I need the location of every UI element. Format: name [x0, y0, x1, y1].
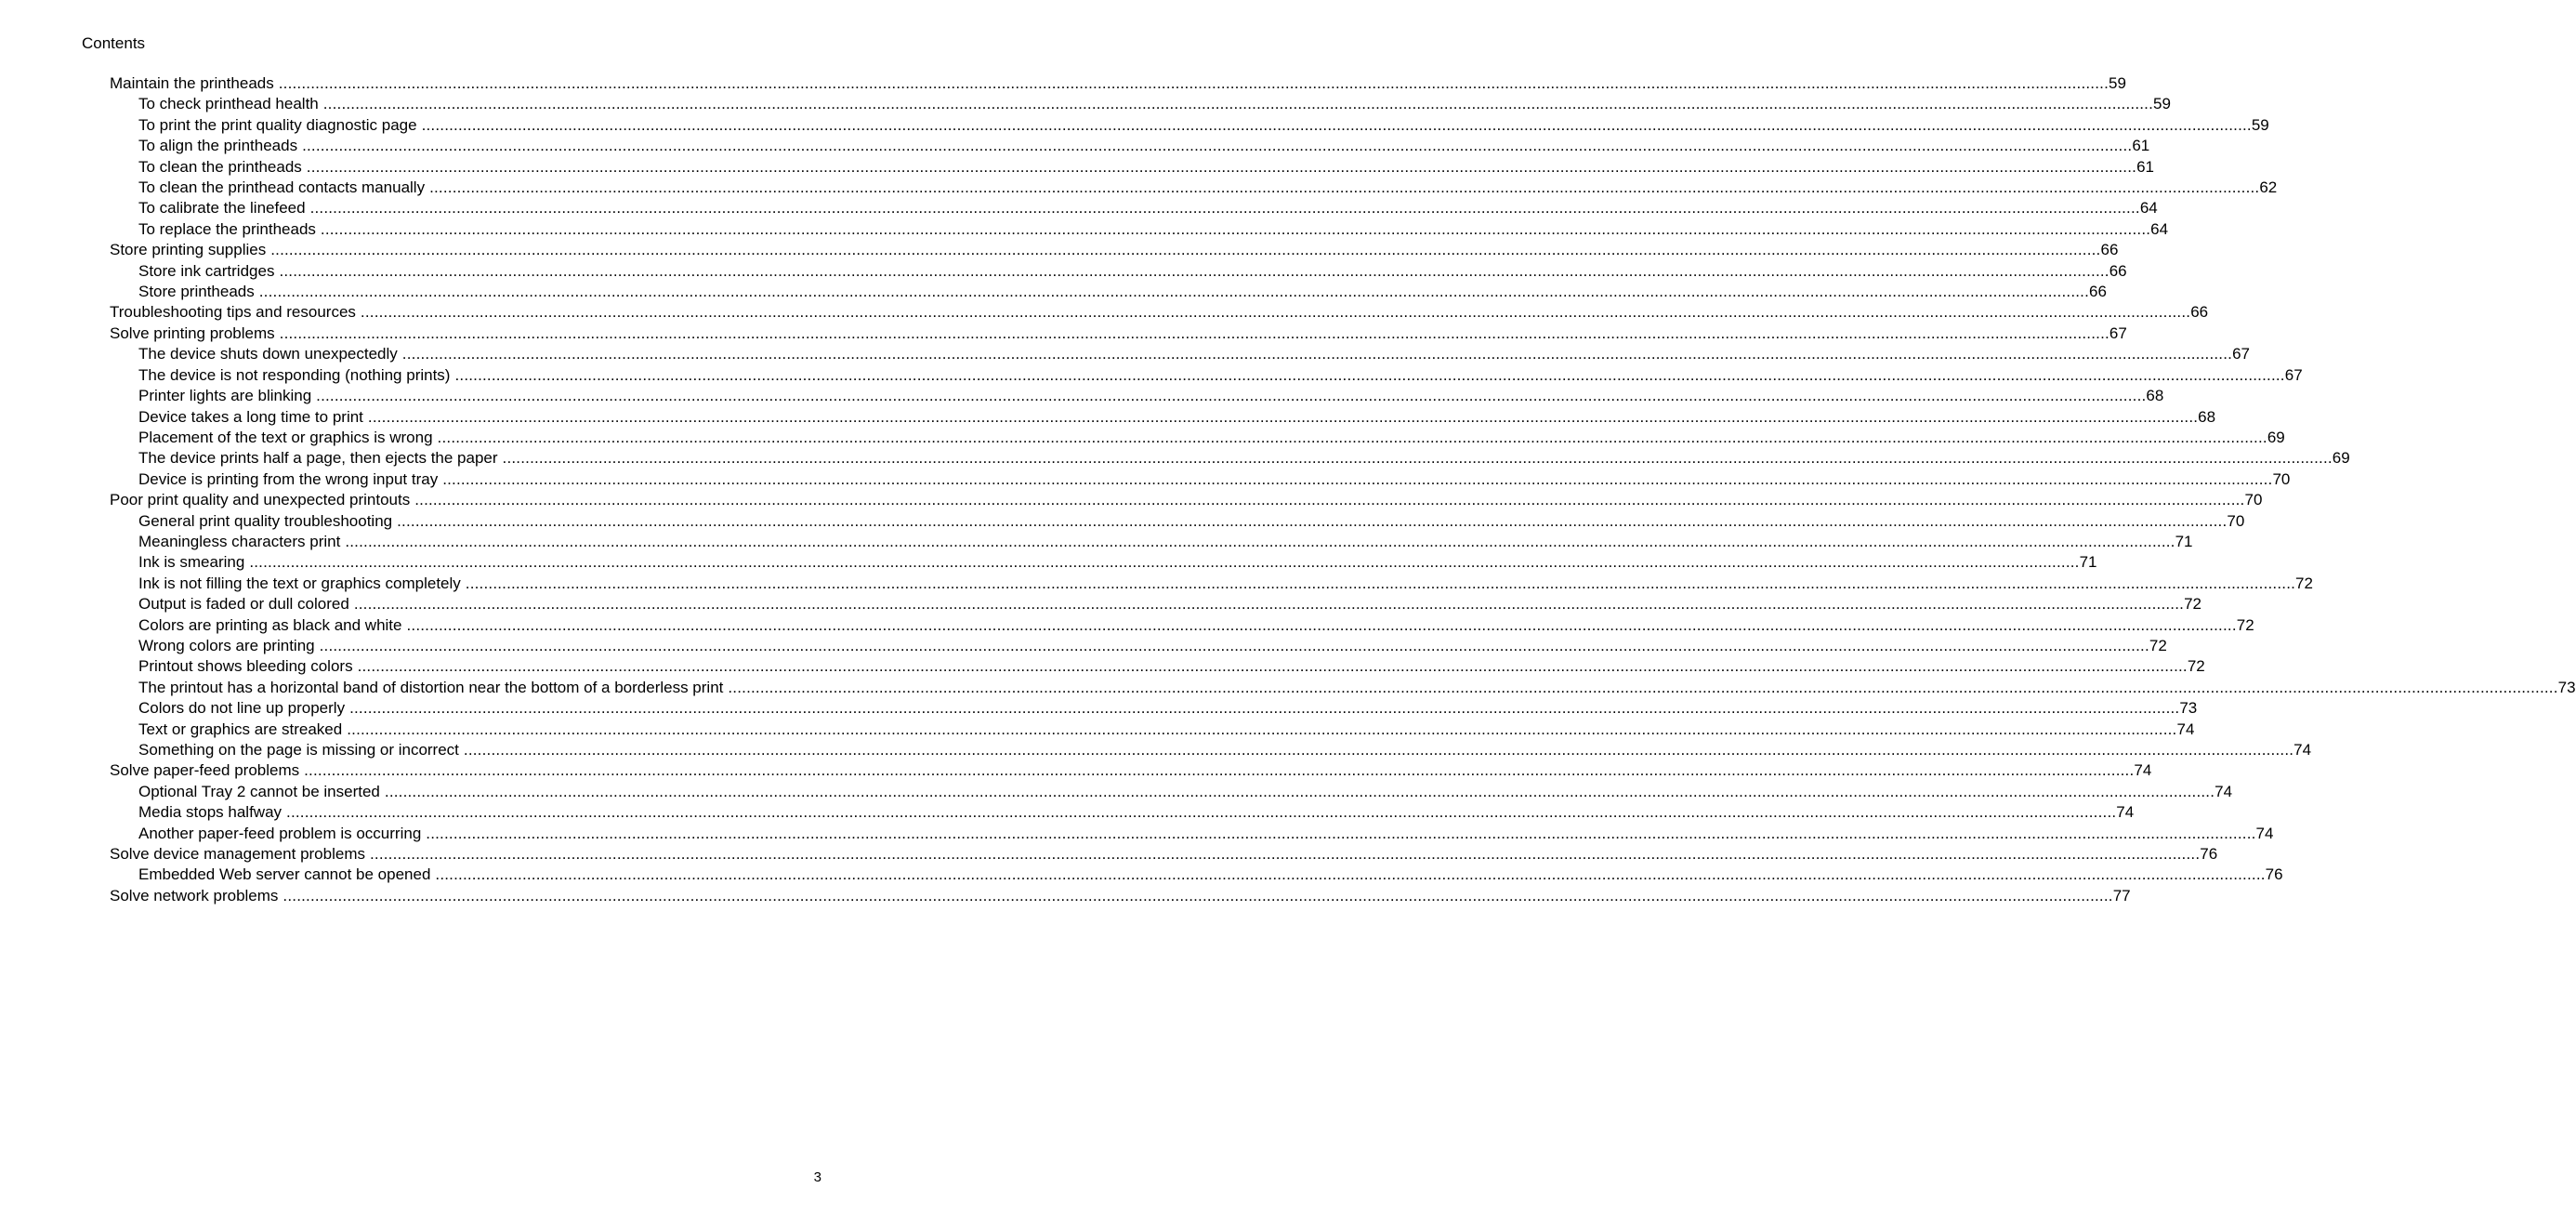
toc-entry[interactable] — [110, 511, 2245, 532]
toc-entry-title: Device takes a long time to print — [138, 407, 363, 426]
dot-leader: ................................................................................................................................................................................................................................................................................................................................................................................................................ — [384, 782, 2215, 800]
toc-entry-page: 77 — [2112, 886, 2131, 904]
toc-entry[interactable] — [110, 302, 2209, 323]
toc-entry-page: 59 — [2251, 115, 2269, 134]
toc-entry-title: Maintain the printheads — [110, 74, 274, 92]
dot-leader: ................................................................................................................................................................................................................................................................................................................................................................................................................ — [728, 678, 2558, 696]
toc-entry[interactable] — [110, 698, 2198, 719]
toc-entry[interactable] — [110, 344, 2250, 364]
toc-entry-page: 71 — [2175, 532, 2193, 550]
toc-entry[interactable] — [110, 552, 2097, 573]
toc-entry-page: 74 — [2134, 761, 2152, 780]
toc-entry-title: Optional Tray 2 cannot be inserted — [138, 782, 380, 800]
toc-entry[interactable] — [110, 886, 2131, 906]
toc-entry[interactable] — [110, 115, 2269, 136]
toc-entry-page: 67 — [2232, 345, 2250, 363]
toc-entry-title: Something on the page is missing or incorrect — [138, 741, 459, 759]
toc-entry-title: Troubleshooting tips and resources — [110, 303, 356, 322]
dot-leader: ................................................................................................................................................................................................................................................................................................................................................................................................................ — [320, 219, 2151, 238]
toc-entry-title: The device shuts down unexpectedly — [138, 345, 398, 363]
dot-leader: ................................................................................................................................................................................................................................................................................................................................................................................................................ — [345, 532, 2175, 550]
toc-entry[interactable] — [110, 490, 2263, 510]
toc-entry-page: 76 — [2200, 845, 2218, 864]
toc-entry-page: 74 — [2255, 824, 2274, 842]
dot-leader: ................................................................................................................................................................................................................................................................................................................................................................................................................ — [357, 657, 2188, 676]
toc-entry[interactable] — [110, 802, 2135, 823]
dot-leader: ................................................................................................................................................................................................................................................................................................................................................................................................................ — [454, 365, 2285, 384]
toc-entry-page: 74 — [2176, 720, 2195, 738]
dot-leader: ................................................................................................................................................................................................................................................................................................................................................................................................................ — [286, 803, 2117, 822]
toc-entry[interactable] — [110, 448, 2350, 469]
toc-entry-page: 72 — [2149, 636, 2167, 654]
toc-entry[interactable] — [110, 282, 2107, 302]
toc-entry[interactable] — [110, 136, 2150, 156]
toc-entry-page: 68 — [2146, 387, 2164, 405]
toc-entry[interactable] — [110, 73, 2126, 94]
toc-entry-title: Store printing supplies — [110, 241, 267, 259]
page-number: 3 — [813, 1169, 821, 1185]
dot-leader: ................................................................................................................................................................................................................................................................................................................................................................................................................ — [397, 511, 2228, 530]
dot-leader: ................................................................................................................................................................................................................................................................................................................................................................................................................ — [421, 115, 2252, 134]
toc-entry-title: Ink is smearing — [138, 553, 245, 572]
toc-entry-title: The printout has a horizontal band of distortion near the bottom of a borderless print — [138, 678, 724, 696]
toc-entry[interactable] — [110, 240, 2119, 260]
dot-leader: ................................................................................................................................................................................................................................................................................................................................................................................................................ — [283, 886, 2113, 904]
toc-entry-title: Solve paper-feed problems — [110, 761, 300, 780]
toc-entry-page: 70 — [2227, 511, 2245, 530]
toc-entry-page: 66 — [2100, 241, 2119, 259]
dot-leader: ................................................................................................................................................................................................................................................................................................................................................................................................................ — [249, 553, 2080, 572]
toc-entry-title: Colors are printing as black and white — [138, 615, 402, 634]
dot-leader: ................................................................................................................................................................................................................................................................................................................................................................................................................ — [349, 699, 2180, 718]
toc-entry-page: 64 — [2150, 219, 2169, 238]
toc-entry-page: 66 — [2190, 303, 2209, 322]
toc-entry[interactable] — [110, 844, 2218, 865]
dot-leader: ................................................................................................................................................................................................................................................................................................................................................................................................................ — [369, 845, 2201, 864]
toc-entry-page: 59 — [2109, 74, 2126, 92]
dot-leader: ................................................................................................................................................................................................................................................................................................................................................................................................................ — [258, 283, 2090, 301]
toc-entry-page: 59 — [2153, 95, 2171, 113]
toc-entry-title: To clean the printheads — [138, 157, 302, 176]
toc-entry-title: Solve printing problems — [110, 324, 275, 342]
dot-leader: ................................................................................................................................................................................................................................................................................................................................................................................................................ — [353, 595, 2185, 614]
toc-entry-title: Ink is not filling the text or graphics completely — [138, 574, 461, 592]
toc-entry-title: Embedded Web server cannot be opened — [138, 865, 431, 884]
dot-leader: ................................................................................................................................................................................................................................................................................................................................................................................................................ — [306, 157, 2137, 176]
toc-entry-page: 67 — [2109, 324, 2127, 342]
toc-entry[interactable] — [110, 865, 2283, 885]
toc-entry-title: Poor print quality and unexpected printouts — [110, 491, 411, 509]
toc-entry-page: 66 — [2109, 261, 2127, 280]
toc-entry[interactable] — [110, 365, 2303, 386]
toc-entry-title: Another paper-feed problem is occurring — [138, 824, 422, 842]
dot-leader: ................................................................................................................................................................................................................................................................................................................................................................................................................ — [316, 387, 2147, 405]
toc-entry[interactable] — [110, 428, 2285, 448]
toc-entry-page: 74 — [2293, 741, 2312, 759]
dot-leader: ................................................................................................................................................................................................................................................................................................................................................................................................................ — [435, 865, 2266, 884]
toc-entry[interactable] — [110, 760, 2152, 781]
dot-leader: ................................................................................................................................................................................................................................................................................................................................................................................................................ — [279, 324, 2109, 342]
dot-leader: ................................................................................................................................................................................................................................................................................................................................................................................................................ — [360, 303, 2191, 322]
toc-entry-page: 71 — [2079, 553, 2097, 572]
toc-entry-page: 74 — [2215, 782, 2233, 800]
toc-entry[interactable] — [110, 615, 2254, 636]
dot-leader: ................................................................................................................................................................................................................................................................................................................................................................................................................ — [406, 615, 2237, 634]
toc-entry-page: 69 — [2267, 428, 2285, 446]
toc-entry-page: 73 — [2557, 678, 2576, 696]
toc-entry-page: 70 — [2244, 491, 2263, 509]
toc-entry[interactable] — [110, 407, 2216, 428]
toc-entry-title: Media stops halfway — [138, 803, 283, 822]
toc-entry-title: Wrong colors are printing — [138, 636, 315, 654]
dot-leader: ................................................................................................................................................................................................................................................................................................................................................................................................................ — [279, 261, 2109, 280]
toc-entry[interactable] — [110, 469, 2291, 490]
toc-entry-page: 64 — [2139, 199, 2158, 218]
dot-leader: ................................................................................................................................................................................................................................................................................................................................................................................................................ — [322, 95, 2154, 113]
toc-entry-title: Solve network problems — [110, 886, 279, 904]
dot-leader: ................................................................................................................................................................................................................................................................................................................................................................................................................ — [278, 74, 2109, 92]
toc-entry[interactable] — [110, 198, 2158, 218]
toc-entry-title: Placement of the text or graphics is wrong — [138, 428, 433, 446]
toc-entry-title: To replace the printheads — [138, 219, 316, 238]
toc-entry-page: 72 — [2187, 657, 2205, 676]
toc-entry-page: 62 — [2259, 178, 2278, 197]
table-of-contents — [110, 73, 2576, 906]
toc-entry-page: 69 — [2332, 449, 2350, 468]
dot-leader: ................................................................................................................................................................................................................................................................................................................................................................................................................ — [304, 761, 2135, 780]
toc-entry[interactable] — [110, 782, 2233, 802]
dot-leader: ................................................................................................................................................................................................................................................................................................................................................................................................................ — [270, 241, 2101, 259]
toc-entry[interactable] — [110, 386, 2164, 406]
dot-leader: ................................................................................................................................................................................................................................................................................................................................................................................................................ — [437, 428, 2267, 446]
toc-entry-title: Colors do not line up properly — [138, 699, 346, 718]
toc-entry-page: 61 — [2132, 137, 2150, 155]
dot-leader: ................................................................................................................................................................................................................................................................................................................................................................................................................ — [319, 636, 2149, 654]
toc-entry-title: Store printheads — [138, 283, 255, 301]
toc-entry[interactable] — [110, 636, 2167, 656]
toc-entry-title: Store ink cartridges — [138, 261, 275, 280]
dot-leader: ................................................................................................................................................................................................................................................................................................................................................................................................................ — [401, 345, 2233, 363]
toc-entry[interactable] — [110, 94, 2171, 114]
dot-leader: ................................................................................................................................................................................................................................................................................................................................................................................................................ — [426, 824, 2256, 842]
toc-entry-title: The device prints half a page, then ejects the paper — [138, 449, 498, 468]
dot-leader: ................................................................................................................................................................................................................................................................................................................................................................................................................ — [347, 720, 2177, 738]
toc-entry[interactable] — [110, 678, 2576, 698]
toc-entry-title: Solve device management problems — [110, 845, 365, 864]
toc-entry-title: The device is not responding (nothing prints) — [138, 365, 451, 384]
toc-entry[interactable] — [110, 219, 2169, 240]
toc-entry[interactable] — [110, 656, 2205, 677]
toc-entry-title: Printout shows bleeding colors — [138, 657, 353, 676]
toc-entry[interactable] — [110, 532, 2193, 552]
dot-leader: ................................................................................................................................................................................................................................................................................................................................................................................................................ — [463, 741, 2294, 759]
dot-leader: ................................................................................................................................................................................................................................................................................................................................................................................................................ — [465, 574, 2296, 592]
toc-entry-page: 73 — [2179, 699, 2198, 718]
running-head: Contents — [82, 34, 146, 52]
dot-leader: ................................................................................................................................................................................................................................................................................................................................................................................................................ — [502, 449, 2333, 468]
toc-entry-title: To calibrate the linefeed — [138, 199, 306, 218]
toc-entry-title: Printer lights are blinking — [138, 387, 312, 405]
dot-leader: ................................................................................................................................................................................................................................................................................................................................................................................................................ — [302, 137, 2133, 155]
dot-leader: ................................................................................................................................................................................................................................................................................................................................................................................................................ — [414, 491, 2245, 509]
toc-entry-title: General print quality troubleshooting — [138, 511, 393, 530]
dot-leader: ................................................................................................................................................................................................................................................................................................................................................................................................................ — [429, 178, 2260, 197]
dot-leader: ................................................................................................................................................................................................................................................................................................................................................................................................................ — [367, 407, 2199, 426]
toc-entry[interactable] — [110, 824, 2274, 844]
toc-entry[interactable] — [110, 594, 2201, 614]
toc-entry-page: 72 — [2236, 615, 2254, 634]
toc-entry[interactable] — [110, 574, 2313, 594]
toc-entry-title: To clean the printhead contacts manually — [138, 178, 426, 197]
dot-leader: ................................................................................................................................................................................................................................................................................................................................................................................................................ — [309, 199, 2140, 218]
dot-leader: ................................................................................................................................................................................................................................................................................................................................................................................................................ — [442, 469, 2273, 488]
toc-entry[interactable] — [110, 261, 2127, 282]
toc-entry-title: Meaningless characters print — [138, 532, 341, 550]
toc-entry[interactable] — [110, 720, 2195, 740]
toc-entry-title: To print the print quality diagnostic page — [138, 115, 417, 134]
toc-entry-page: 72 — [2184, 595, 2201, 614]
toc-entry-page: 66 — [2089, 283, 2107, 301]
toc-entry-page: 72 — [2295, 574, 2313, 592]
toc-entry-page: 76 — [2265, 865, 2283, 884]
toc-entry-page: 68 — [2198, 407, 2216, 426]
toc-entry[interactable] — [110, 740, 2312, 760]
toc-entry-page: 70 — [2272, 469, 2291, 488]
toc-entry-title: To align the printheads — [138, 137, 298, 155]
toc-entry[interactable] — [110, 157, 2154, 178]
toc-entry-title: Text or graphics are streaked — [138, 720, 343, 738]
toc-entry[interactable] — [110, 324, 2127, 344]
toc-entry-title: To check printhead health — [138, 95, 319, 113]
toc-entry-page: 74 — [2116, 803, 2135, 822]
toc-entry-title: Device is printing from the wrong input tray — [138, 469, 439, 488]
toc-entry-page: 67 — [2284, 365, 2303, 384]
toc-entry-title: Output is faded or dull colored — [138, 595, 349, 614]
toc-entry-page: 61 — [2136, 157, 2154, 176]
toc-entry[interactable] — [110, 178, 2278, 198]
